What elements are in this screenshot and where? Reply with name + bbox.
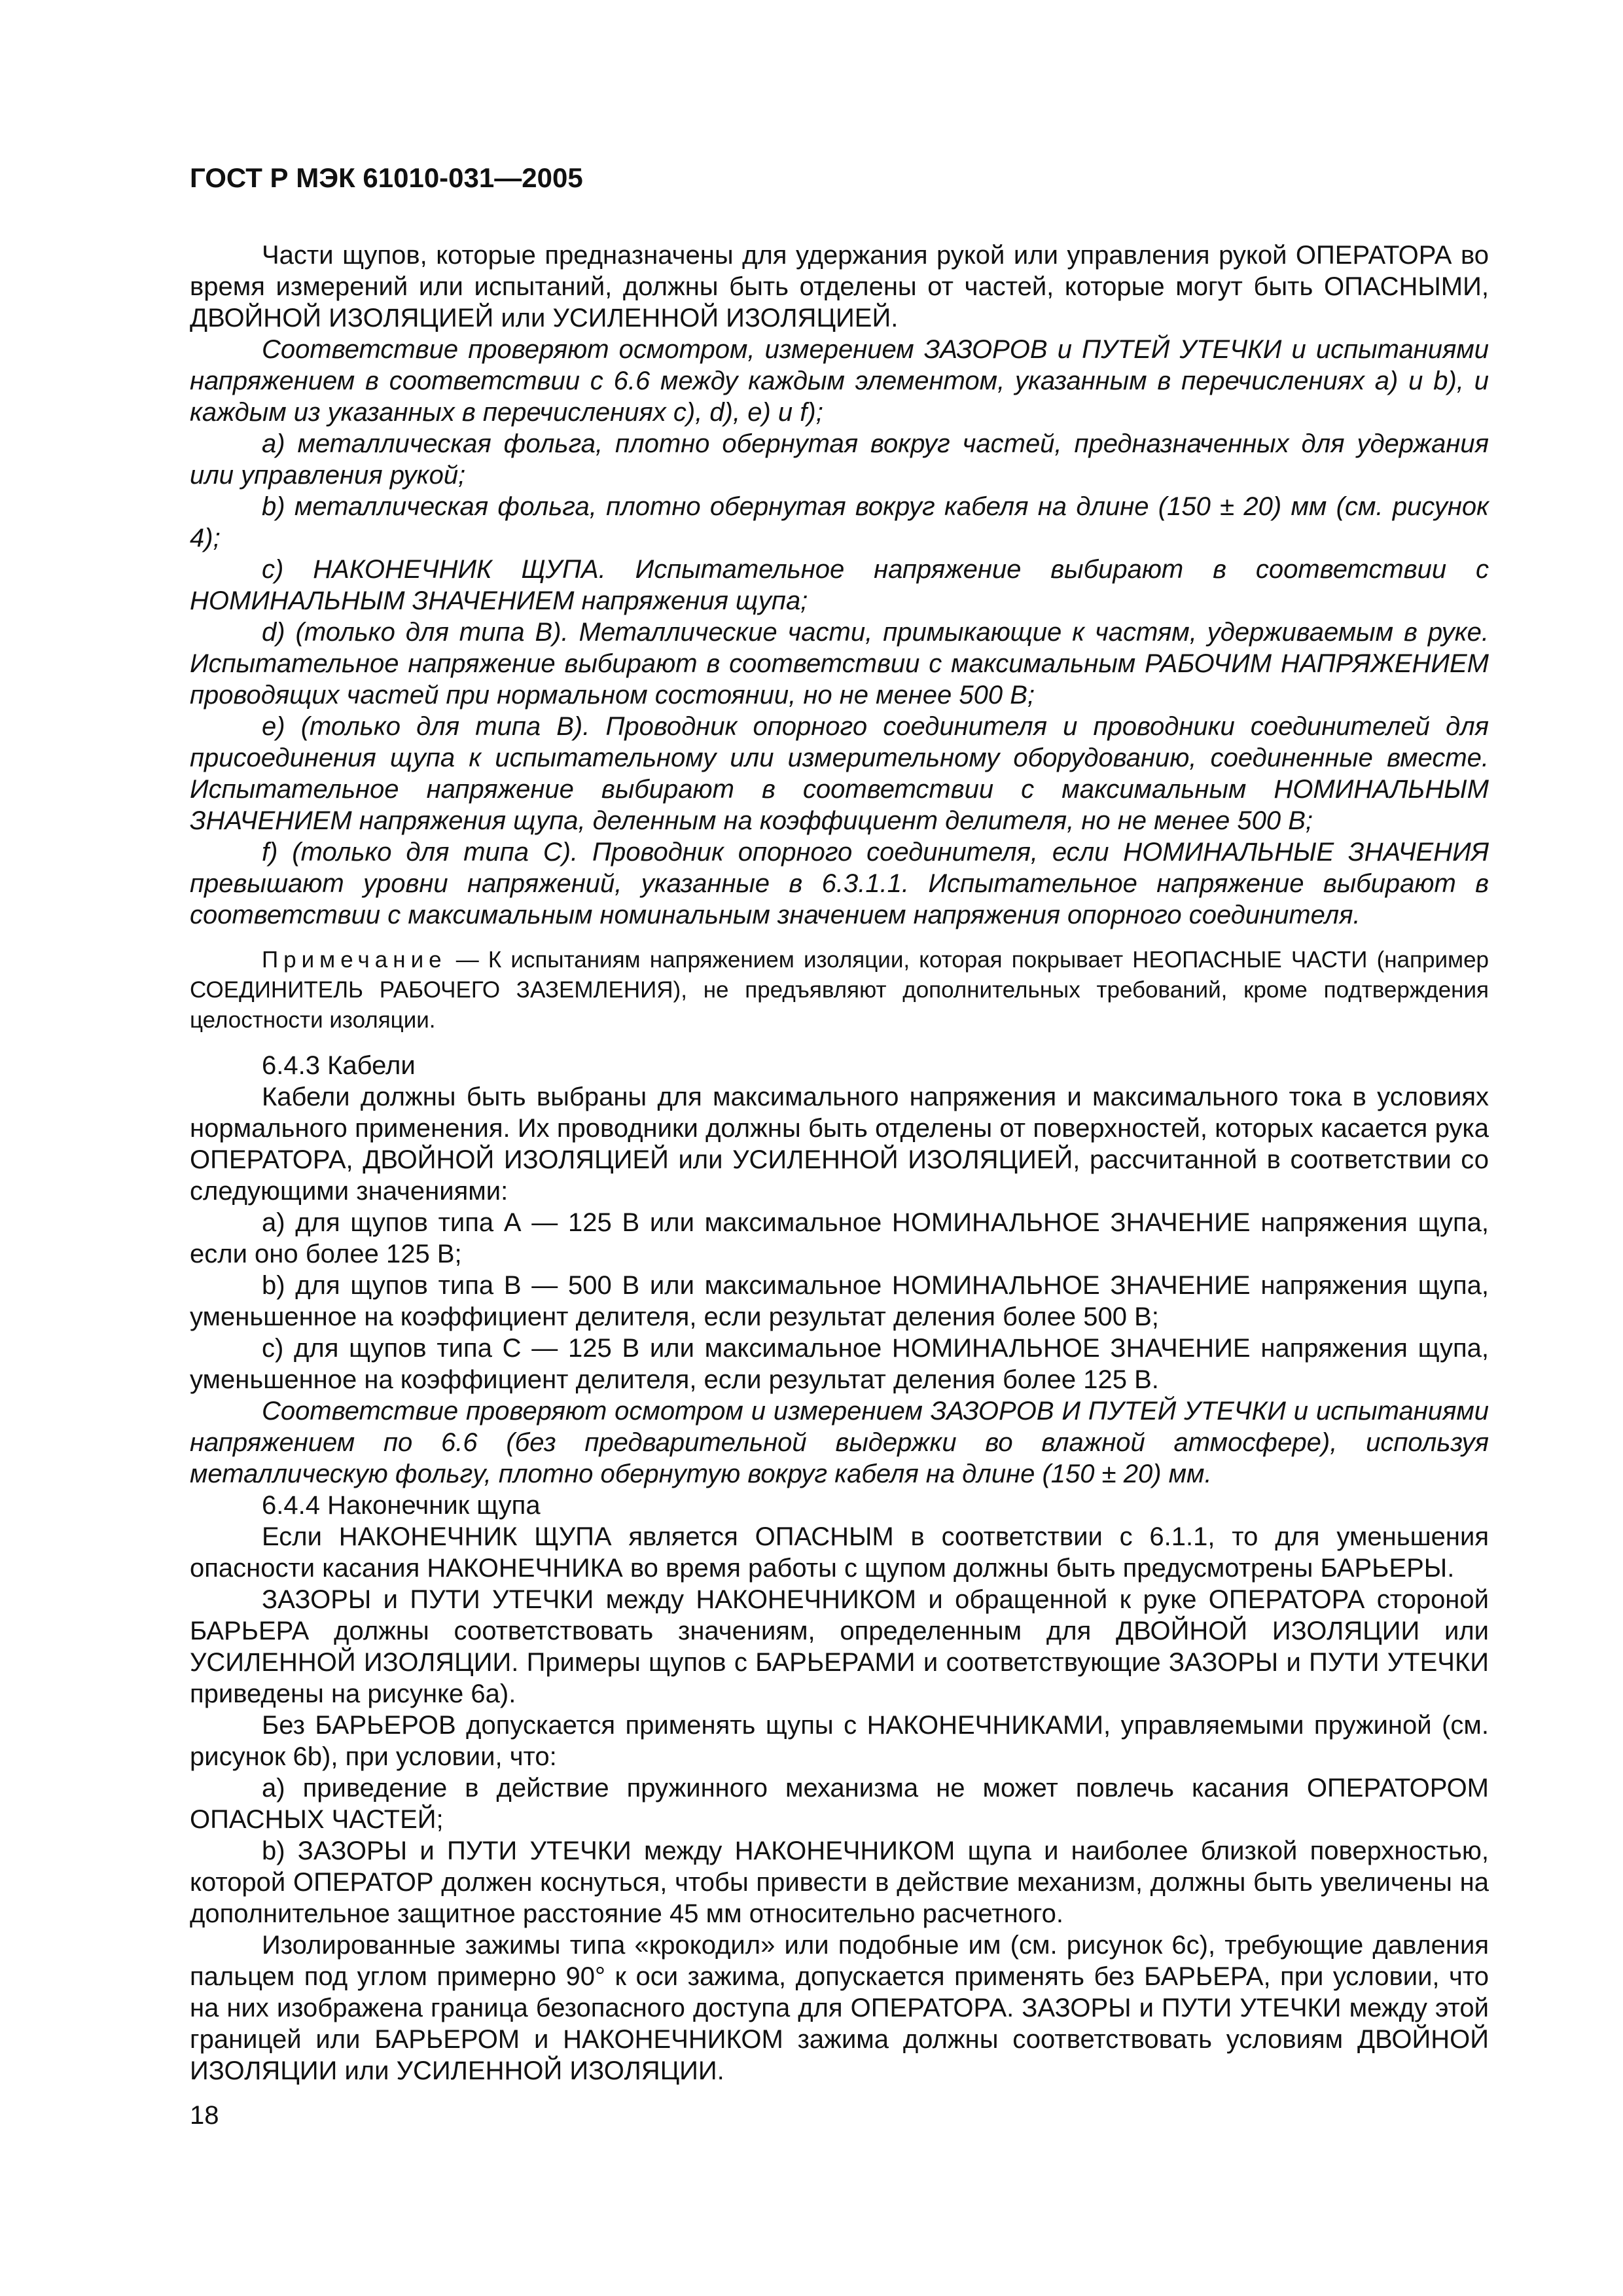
section-heading-6-4-4: 6.4.4 Наконечник щупа <box>262 1491 541 1520</box>
document-page <box>190 162 1489 2087</box>
paragraph: Без БАРЬЕРОВ допускается применять щупы с НАКОНЕЧНИКАМИ, управляемыми пружиной (см. рисунок 6b), при условии, что: <box>190 1711 1489 1771</box>
paragraph: Кабели должны быть выбраны для максимального напряжения и максимального тока в условиях нормального применения. Их проводники должны быть отделены от поверхностей, которых касается рука ОПЕРАТОРА, ДВОЙНОЙ ИЗОЛЯЦИЕЙ или УСИЛЕННОЙ ИЗОЛЯЦИЕЙ, рассчитанной в соответствии со следующими значениями: <box>190 1083 1489 1206</box>
compliance-paragraph: Соответствие проверяют осмотром и измерением ЗАЗОРОВ И ПУТЕЙ УТЕЧКИ и испытаниями напряжением по 6.6 (без предварительной выдержки во влажной атмосфере), используя металлическую фольгу, плотно обернутую вокруг кабеля на длине (150 ± 20) мм. <box>190 1397 1489 1488</box>
list-item-f: f) (только для типа С). Проводник опорного соединителя, если НОМИНАЛЬНЫЕ ЗНАЧЕНИЯ превышают уровни напряжений, указанные в 6.3.1.1. Испытательное напряжение выбирают в соответствии с максимальным номинальным значением напряжения опорного соединителя. <box>190 838 1489 929</box>
list-item-a: a) приведение в действие пружинного механизма не может повлечь касания ОПЕРАТОРОМ ОПАСНЫХ ЧАСТЕЙ; <box>190 1774 1489 1834</box>
note <box>190 945 1489 1035</box>
compliance-paragraph: Соответствие проверяют осмотром, измерением ЗАЗОРОВ и ПУТЕЙ УТЕЧКИ и испытаниями напряжением в соответствии с 6.6 между каждым элементом, указанным в перечислениях а) и b), и каждым из указанных в перечислениях с), d), е) и f); <box>190 335 1489 427</box>
list-item-e: e) (только для типа В). Проводник опорного соединителя и проводники соединителей для присоединения щупа к испытательному или измерительному оборудованию, соединенные вместе. Испытательное напряжение выбирают в соответствии с максимальным НОМИНАЛЬНЫМ ЗНАЧЕНИЕМ напряжения щупа, деленным на коэффициент делителя, но не менее 500 В; <box>190 712 1489 835</box>
note-label: Примечание <box>262 947 447 973</box>
list-item-b: b) ЗАЗОРЫ и ПУТИ УТЕЧКИ между НАКОНЕЧНИКОМ щупа и наиболее близкой поверхностью, которой ОПЕРАТОР должен коснуться, чтобы привести в действие механизм, должны быть увеличены на дополнительное защитное расстояние 45 мм относительно расчетного. <box>190 1837 1489 1928</box>
paragraph: Если НАКОНЕЧНИК ЩУПА является ОПАСНЫМ в соответствии с 6.1.1, то для уменьшения опасности касания НАКОНЕЧНИКА во время работы с щупом должны быть предусмотрены БАРЬЕРЫ. <box>190 1522 1489 1583</box>
list-item-c: c) для щупов типа С — 125 В или максимальное НОМИНАЛЬНОЕ ЗНАЧЕНИЕ напряжения щупа, уменьшенное на коэффициент делителя, если результат деления более 125 В. <box>190 1334 1489 1394</box>
page-number: 18 <box>190 2101 219 2130</box>
paragraph: Изолированные зажимы типа «крокодил» или подобные им (см. рисунок 6с), требующие давления пальцем под углом примерно 90° к оси зажима, допускается применять без БАРЬЕРА, при условии, что на них изображена граница безопасного доступа для ОПЕРАТОРА. ЗАЗОРЫ и ПУТИ УТЕЧКИ между этой границей или БАРЬЕРОМ и НАКОНЕЧНИКОМ зажима должны соответствовать условиям ДВОЙНОЙ ИЗОЛЯЦИИ или УСИЛЕННОЙ ИЗОЛЯЦИИ. <box>190 1931 1489 2085</box>
list-item-b: b) металлическая фольга, плотно обернутая вокруг кабеля на длине (150 ± 20) мм (см. рисунок 4); <box>190 492 1489 552</box>
list-item-d: d) (только для типа В). Металлические части, примыкающие к частям, удерживаемым в руке. Испытательное напряжение выбирают в соответствии с максимальным РАБОЧИМ НАПРЯЖЕНИЕМ проводящих частей при нормальном состоянии, но не менее 500 В; <box>190 618 1489 709</box>
paragraph: Части щупов, которые предназначены для удержания рукой или управления рукой ОПЕРАТОРА во время измерений или испытаний, должны быть отделены от частей, которые могут быть ОПАСНЫМИ, ДВОЙНОЙ ИЗОЛЯЦИЕЙ или УСИЛЕННОЙ ИЗОЛЯЦИЕЙ. <box>190 241 1489 332</box>
document-header: ГОСТ Р МЭК 61010-031—2005 <box>190 162 583 193</box>
list-item-b: b) для щупов типа В — 500 В или максимальное НОМИНАЛЬНОЕ ЗНАЧЕНИЕ напряжения щупа, уменьшенное на коэффициент делителя, если результат деления более 500 В; <box>190 1271 1489 1331</box>
list-item-a: a) металлическая фольга, плотно обернутая вокруг частей, предназначенных для удержания или управления рукой; <box>190 429 1489 490</box>
list-item-a: a) для щупов типа А — 125 В или максимальное НОМИНАЛЬНОЕ ЗНАЧЕНИЕ напряжения щупа, если оно более 125 В; <box>190 1208 1489 1268</box>
list-item-c: c) НАКОНЕЧНИК ЩУПА. Испытательное напряжение выбирают в соответствии с НОМИНАЛЬНЫМ ЗНАЧЕНИЕМ напряжения щупа; <box>190 555 1489 615</box>
paragraph: ЗАЗОРЫ и ПУТИ УТЕЧКИ между НАКОНЕЧНИКОМ и обращенной к руке ОПЕРАТОРА стороной БАРЬЕРА должны соответствовать значениям, определенным для ДВОЙНОЙ ИЗОЛЯЦИИ или УСИЛЕННОЙ ИЗОЛЯЦИИ. Примеры щупов с БАРЬЕРАМИ и соответствующие ЗАЗОРЫ и ПУТИ УТЕЧКИ приведены на рисунке 6а). <box>190 1585 1489 1708</box>
note-text: — К испытаниям напряжением изоляции, которая покрывает НЕОПАСНЫЕ ЧАСТИ (например СОЕДИНИТЕЛЬ РАБОЧЕГО ЗАЗЕМЛЕНИЯ), не предъявляют дополнительных требований, кроме подтверждения целостности изоляции. <box>190 947 1489 1033</box>
section-heading-6-4-3: 6.4.3 Кабели <box>262 1051 416 1080</box>
